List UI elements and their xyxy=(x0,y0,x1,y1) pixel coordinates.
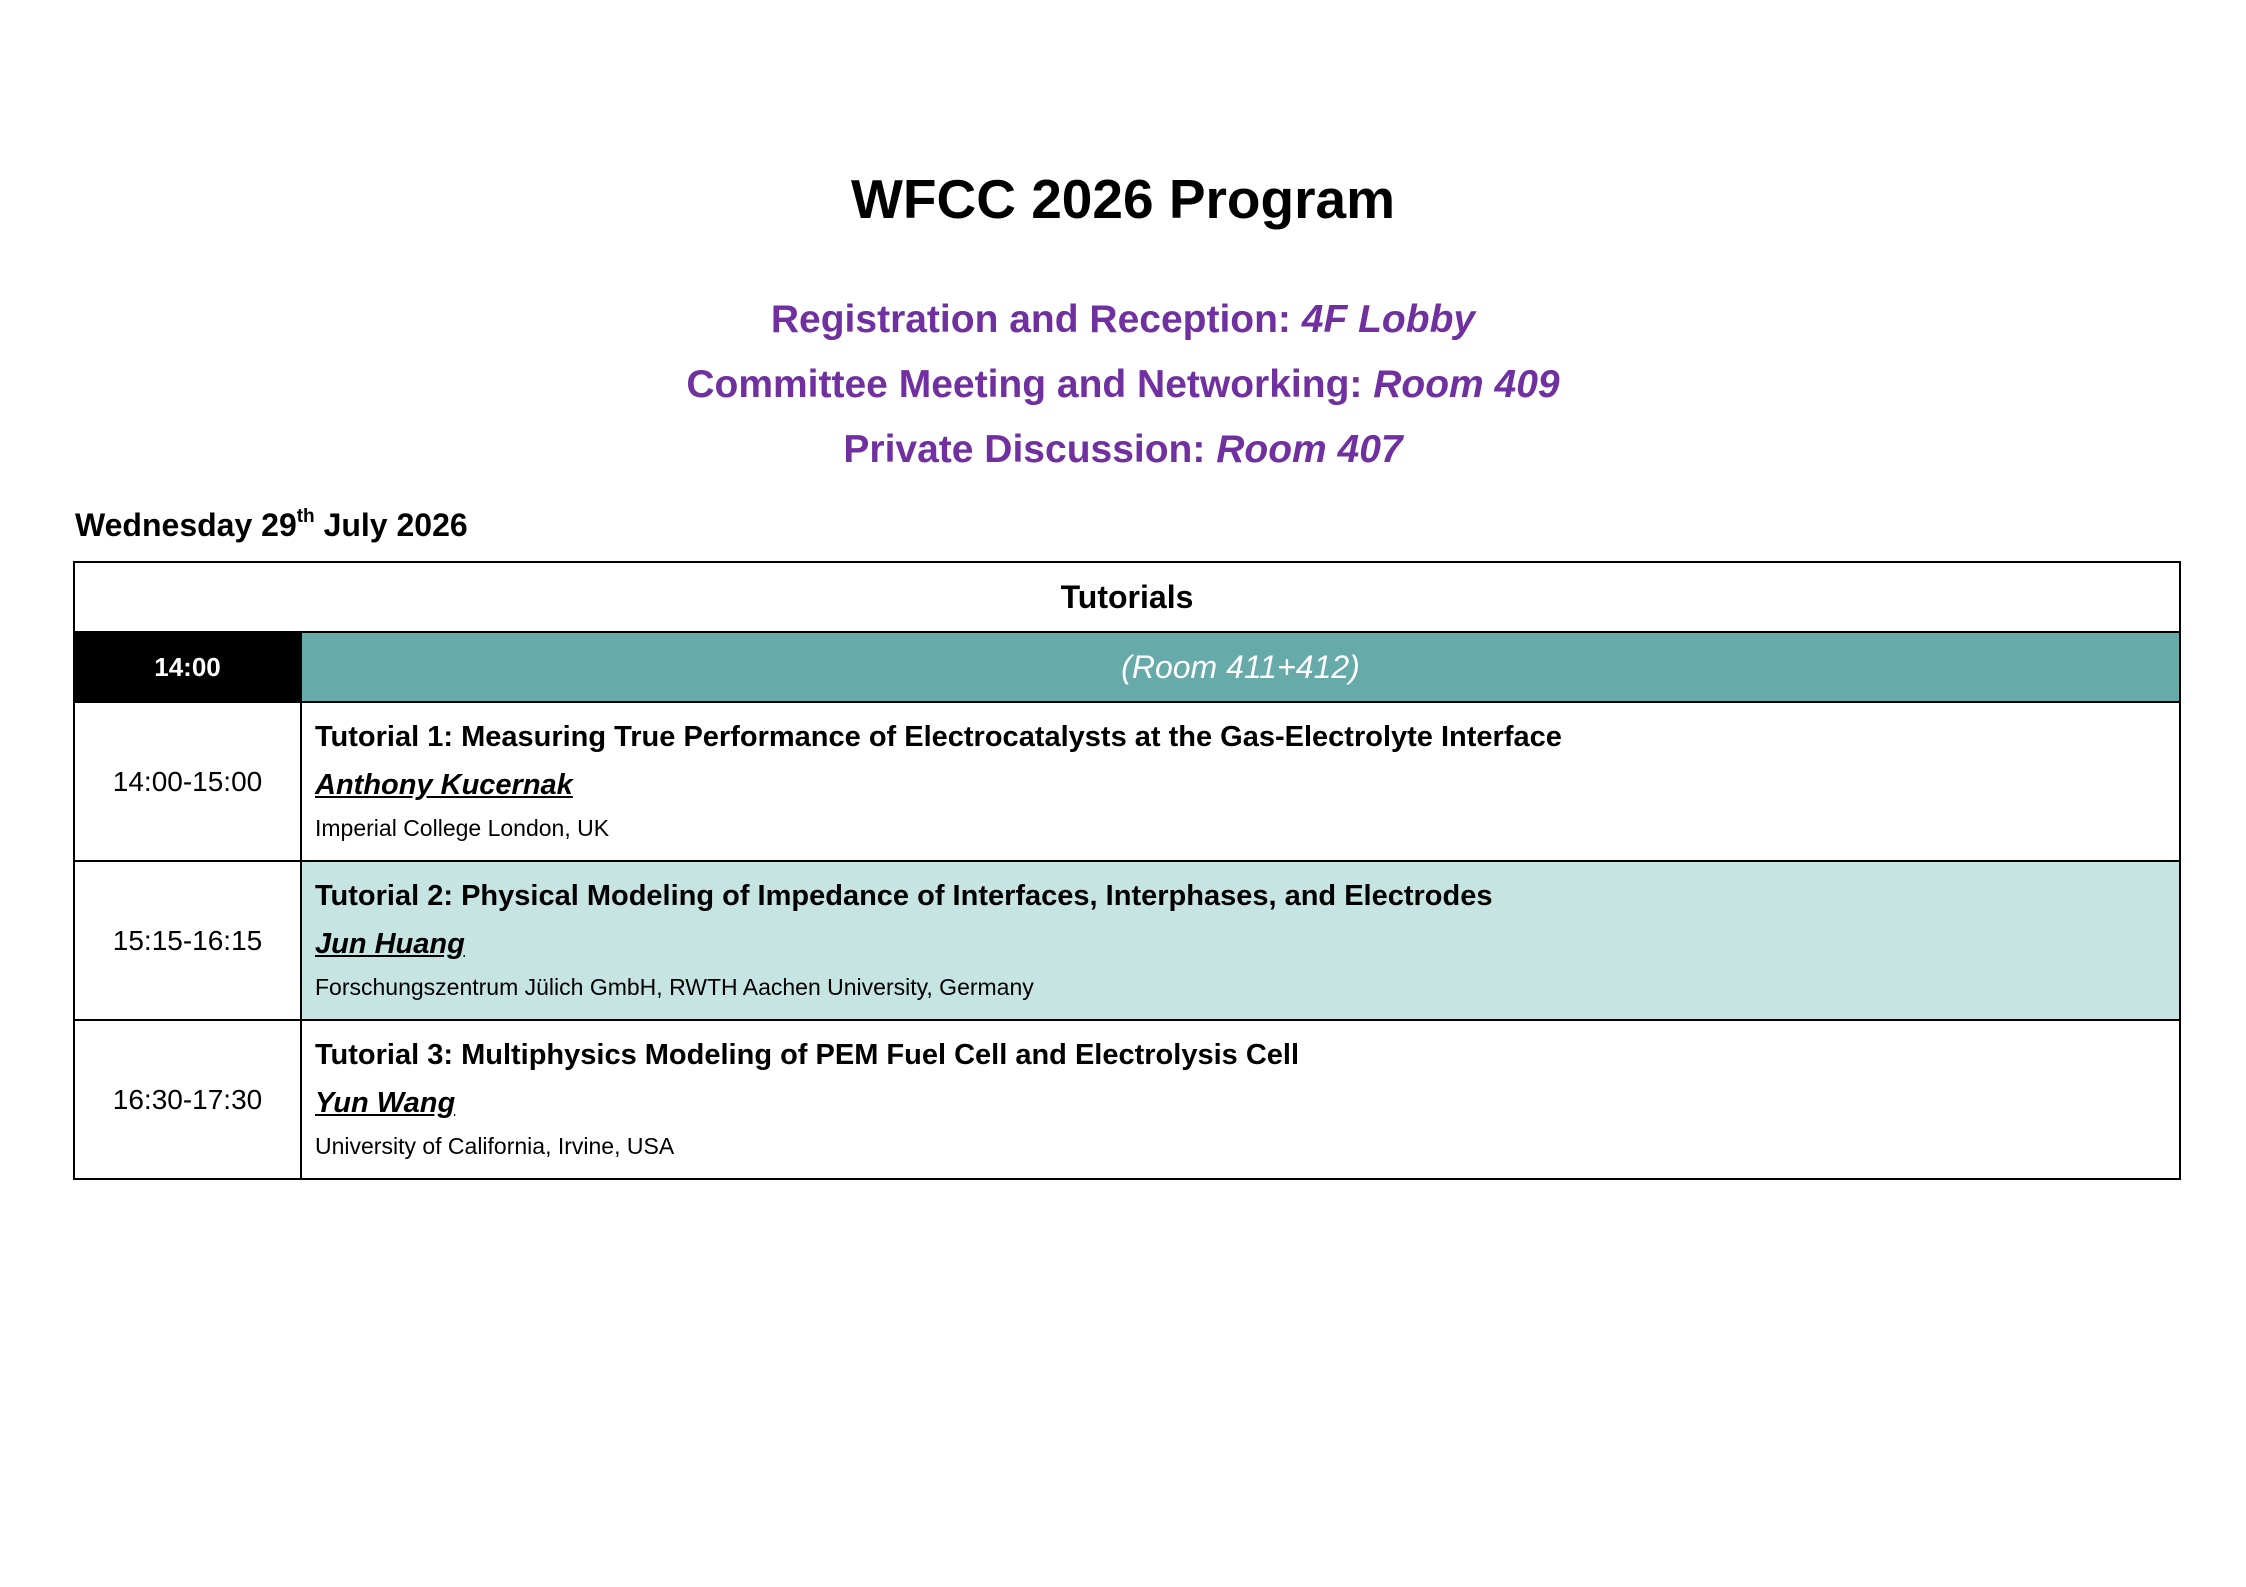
talk-time: 15:15-16:15 xyxy=(74,861,301,1020)
talk-speaker: Yun Wang xyxy=(315,1087,456,1119)
venue-label: Private Discussion: xyxy=(843,428,1206,471)
talk-title: Tutorial 3: Multiphysics Modeling of PEM Fuel Cell and Electrolysis Cell xyxy=(315,1039,1300,1071)
talk-title: Tutorial 2: Physical Modeling of Impedance of Interfaces, Interphases, and Electrodes xyxy=(315,880,1493,912)
table-row xyxy=(74,702,2180,861)
talk-affiliation: Imperial College London, UK xyxy=(315,815,610,841)
talk-speaker: Jun Huang xyxy=(315,928,465,960)
table-row xyxy=(74,861,2180,1020)
venue-private-discussion xyxy=(0,425,2246,475)
page-title: WFCC 2026 Program xyxy=(850,168,1396,230)
talk-speaker: Anthony Kucernak xyxy=(315,769,573,801)
talk-time: 14:00-15:00 xyxy=(74,702,301,861)
talk-time: 16:30-17:30 xyxy=(74,1020,301,1179)
table-row xyxy=(74,1020,2180,1179)
day-month-year: July 2026 xyxy=(314,507,468,543)
venue-room: Room 407 xyxy=(1216,428,1403,471)
session-start-time: 14:00 xyxy=(74,632,301,702)
session-room: (Room 411+412) xyxy=(301,632,2180,702)
talk-affiliation: University of California, Irvine, USA xyxy=(315,1133,675,1159)
schedule-table xyxy=(73,561,2181,1180)
day-weekday: Wednesday 29 xyxy=(75,507,297,543)
session-header-row xyxy=(74,562,2180,632)
venue-label: Committee Meeting and Networking: xyxy=(686,363,1363,406)
day-heading xyxy=(75,503,468,547)
venue-registration xyxy=(0,295,2246,345)
day-suffix: th xyxy=(296,505,315,527)
talk-info xyxy=(301,861,2180,1020)
session-room-row xyxy=(74,632,2180,702)
talk-info xyxy=(301,702,2180,861)
session-title: Tutorials xyxy=(74,562,2180,632)
venue-label: Registration and Reception: xyxy=(770,298,1291,341)
venue-room: Room 409 xyxy=(1373,363,1560,406)
talk-info xyxy=(301,1020,2180,1179)
talk-affiliation: Forschungszentrum Jülich GmbH, RWTH Aachen University, Germany xyxy=(315,974,1034,1000)
talk-title: Tutorial 1: Measuring True Performance of Electrocatalysts at the Gas-Electrolyte Interface xyxy=(315,721,1562,753)
venue-room: 4F Lobby xyxy=(1301,298,1476,341)
venue-committee xyxy=(0,360,2246,410)
